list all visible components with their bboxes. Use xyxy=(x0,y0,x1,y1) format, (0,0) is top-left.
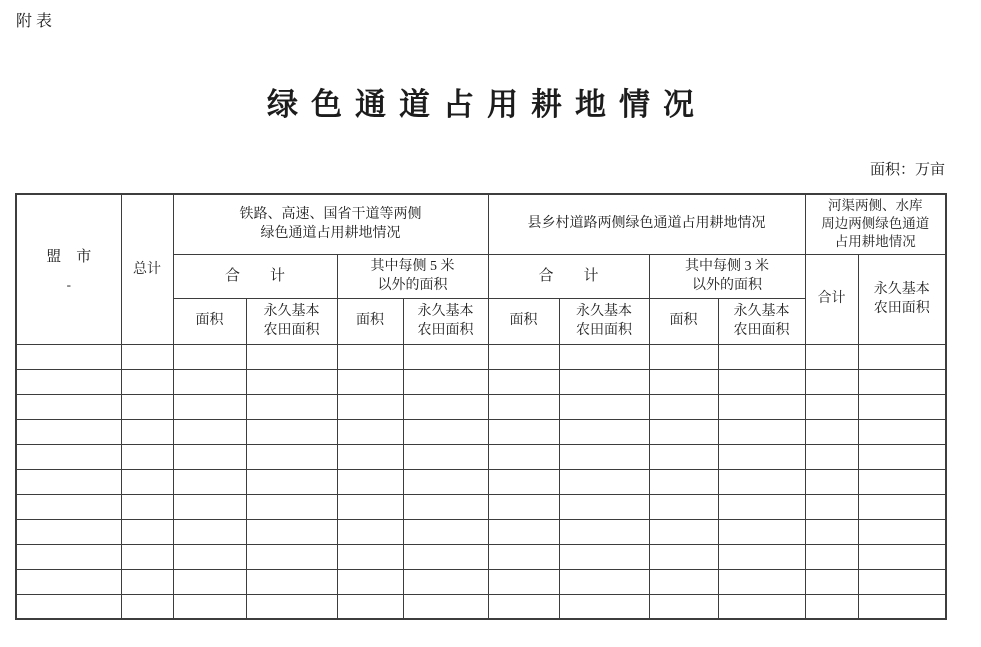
empty-data-cell xyxy=(718,394,805,419)
empty-data-cell xyxy=(246,369,337,394)
header-river-subtotal: 合计 xyxy=(805,254,858,344)
empty-data-cell xyxy=(121,494,173,519)
empty-data-cell xyxy=(488,544,559,569)
empty-data-cell xyxy=(337,519,403,544)
table-row xyxy=(16,444,946,469)
empty-data-cell xyxy=(858,394,946,419)
empty-data-cell xyxy=(337,544,403,569)
empty-data-cell xyxy=(805,544,858,569)
empty-data-cell xyxy=(858,594,946,619)
table-row xyxy=(16,569,946,594)
region-cell xyxy=(16,394,121,419)
table-row xyxy=(16,544,946,569)
empty-data-cell xyxy=(246,519,337,544)
empty-data-cell xyxy=(403,369,488,394)
empty-data-cell xyxy=(858,444,946,469)
header-county-subtotal-area: 面积 xyxy=(488,298,559,344)
empty-data-cell xyxy=(718,344,805,369)
empty-data-cell xyxy=(173,444,246,469)
empty-data-cell xyxy=(488,569,559,594)
empty-data-cell xyxy=(403,569,488,594)
empty-data-cell xyxy=(173,494,246,519)
empty-data-cell xyxy=(858,569,946,594)
empty-data-cell xyxy=(649,569,718,594)
empty-data-cell xyxy=(337,344,403,369)
header-group-county-title: 县乡村道路两侧绿色通道占用耕地情况 xyxy=(488,194,805,254)
header-rail-excess-permanent: 永久基本 农田面积 xyxy=(403,298,488,344)
empty-data-cell xyxy=(559,344,649,369)
region-header-mark: - xyxy=(66,277,71,293)
empty-data-cell xyxy=(858,544,946,569)
empty-data-cell xyxy=(718,444,805,469)
empty-data-cell xyxy=(403,469,488,494)
table-row xyxy=(16,594,946,619)
empty-data-cell xyxy=(121,544,173,569)
empty-data-cell xyxy=(805,494,858,519)
empty-data-cell xyxy=(559,444,649,469)
table-row xyxy=(16,369,946,394)
empty-data-cell xyxy=(718,369,805,394)
empty-data-cell xyxy=(805,519,858,544)
empty-data-cell xyxy=(649,394,718,419)
empty-data-cell xyxy=(121,394,173,419)
header-rail-subtotal-permanent: 永久基本 农田面积 xyxy=(246,298,337,344)
empty-data-cell xyxy=(718,594,805,619)
header-region xyxy=(16,194,121,344)
header-rail-excess: 其中每侧 5 米 以外的面积 xyxy=(337,254,488,298)
empty-data-cell xyxy=(649,469,718,494)
empty-data-cell xyxy=(246,594,337,619)
empty-data-cell xyxy=(403,544,488,569)
empty-data-cell xyxy=(488,594,559,619)
header-rail-subtotal: 合 计 xyxy=(173,254,337,298)
empty-data-cell xyxy=(718,494,805,519)
empty-data-cell xyxy=(718,469,805,494)
table-body xyxy=(16,344,946,619)
empty-data-cell xyxy=(246,344,337,369)
header-group-rail-title: 铁路、高速、国省干道等两侧 绿色通道占用耕地情况 xyxy=(173,194,488,254)
empty-data-cell xyxy=(858,419,946,444)
empty-data-cell xyxy=(805,369,858,394)
region-cell xyxy=(16,594,121,619)
empty-data-cell xyxy=(121,594,173,619)
empty-data-cell xyxy=(403,519,488,544)
empty-data-cell xyxy=(488,394,559,419)
empty-data-cell xyxy=(121,469,173,494)
empty-data-cell xyxy=(559,494,649,519)
empty-data-cell xyxy=(718,419,805,444)
empty-data-cell xyxy=(246,444,337,469)
empty-data-cell xyxy=(121,419,173,444)
page-title: 绿色通道占用耕地情况 xyxy=(267,87,707,122)
empty-data-cell xyxy=(488,494,559,519)
empty-data-cell xyxy=(121,569,173,594)
table-row xyxy=(16,419,946,444)
empty-data-cell xyxy=(246,494,337,519)
empty-data-cell xyxy=(649,369,718,394)
empty-data-cell xyxy=(173,344,246,369)
empty-data-cell xyxy=(173,469,246,494)
empty-data-cell xyxy=(649,444,718,469)
region-cell xyxy=(16,369,121,394)
empty-data-cell xyxy=(173,519,246,544)
empty-data-cell xyxy=(488,419,559,444)
header-county-excess-area: 面积 xyxy=(649,298,718,344)
empty-data-cell xyxy=(805,444,858,469)
empty-data-cell xyxy=(337,494,403,519)
region-cell xyxy=(16,494,121,519)
empty-data-cell xyxy=(337,394,403,419)
table-row xyxy=(16,519,946,544)
empty-data-cell xyxy=(805,344,858,369)
empty-data-cell xyxy=(246,544,337,569)
empty-data-cell xyxy=(649,519,718,544)
empty-data-cell xyxy=(488,469,559,494)
empty-data-cell xyxy=(559,369,649,394)
empty-data-cell xyxy=(858,369,946,394)
region-cell xyxy=(16,344,121,369)
header-county-excess-permanent: 永久基本 农田面积 xyxy=(718,298,805,344)
empty-data-cell xyxy=(649,419,718,444)
region-cell xyxy=(16,519,121,544)
empty-data-cell xyxy=(173,569,246,594)
region-cell xyxy=(16,569,121,594)
region-cell xyxy=(16,444,121,469)
empty-data-cell xyxy=(559,394,649,419)
empty-data-cell xyxy=(403,594,488,619)
empty-data-cell xyxy=(403,494,488,519)
empty-data-cell xyxy=(559,519,649,544)
empty-data-cell xyxy=(121,369,173,394)
empty-data-cell xyxy=(805,469,858,494)
empty-data-cell xyxy=(173,544,246,569)
header-rail-subtotal-area: 面积 xyxy=(173,298,246,344)
empty-data-cell xyxy=(246,569,337,594)
region-cell xyxy=(16,419,121,444)
empty-data-cell xyxy=(403,344,488,369)
empty-data-cell xyxy=(559,419,649,444)
empty-data-cell xyxy=(488,444,559,469)
header-county-excess: 其中每侧 3 米 以外的面积 xyxy=(649,254,805,298)
empty-data-cell xyxy=(858,344,946,369)
empty-data-cell xyxy=(559,594,649,619)
region-cell xyxy=(16,544,121,569)
empty-data-cell xyxy=(559,469,649,494)
empty-data-cell xyxy=(246,394,337,419)
empty-data-cell xyxy=(403,419,488,444)
empty-data-cell xyxy=(403,394,488,419)
empty-data-cell xyxy=(246,419,337,444)
empty-data-cell xyxy=(649,544,718,569)
header-rail-excess-area: 面积 xyxy=(337,298,403,344)
table-row xyxy=(16,494,946,519)
empty-data-cell xyxy=(121,444,173,469)
empty-data-cell xyxy=(173,594,246,619)
empty-data-cell xyxy=(121,519,173,544)
empty-data-cell xyxy=(718,569,805,594)
empty-data-cell xyxy=(649,344,718,369)
unit-note: 面积：万亩 xyxy=(869,162,945,178)
empty-data-cell xyxy=(559,544,649,569)
table-row xyxy=(16,469,946,494)
green-channel-table xyxy=(15,193,947,620)
region-cell xyxy=(16,469,121,494)
empty-data-cell xyxy=(488,344,559,369)
empty-data-cell xyxy=(805,394,858,419)
table-row xyxy=(16,344,946,369)
empty-data-cell xyxy=(718,544,805,569)
table-row xyxy=(16,394,946,419)
empty-data-cell xyxy=(337,569,403,594)
empty-data-cell xyxy=(337,419,403,444)
empty-data-cell xyxy=(805,419,858,444)
empty-data-cell xyxy=(337,444,403,469)
empty-data-cell xyxy=(718,519,805,544)
empty-data-cell xyxy=(858,519,946,544)
header-group-river-title: 河渠两侧、水库 周边两侧绿色通道 占用耕地情况 xyxy=(805,194,946,254)
empty-data-cell xyxy=(173,419,246,444)
header-river-permanent: 永久基本 农田面积 xyxy=(858,254,946,344)
empty-data-cell xyxy=(858,469,946,494)
corner-label: 附表 xyxy=(16,13,57,30)
empty-data-cell xyxy=(403,444,488,469)
empty-data-cell xyxy=(858,494,946,519)
empty-data-cell xyxy=(337,469,403,494)
header-county-subtotal-permanent: 永久基本 农田面积 xyxy=(559,298,649,344)
empty-data-cell xyxy=(649,494,718,519)
empty-data-cell xyxy=(488,519,559,544)
table-header xyxy=(16,194,946,344)
empty-data-cell xyxy=(649,594,718,619)
header-county-subtotal: 合 计 xyxy=(488,254,649,298)
region-header-label: 盟 市 xyxy=(46,249,92,266)
empty-data-cell xyxy=(805,594,858,619)
empty-data-cell xyxy=(559,569,649,594)
empty-data-cell xyxy=(246,469,337,494)
header-total: 总计 xyxy=(121,194,173,344)
empty-data-cell xyxy=(173,394,246,419)
empty-data-cell xyxy=(173,369,246,394)
empty-data-cell xyxy=(488,369,559,394)
empty-data-cell xyxy=(337,594,403,619)
empty-data-cell xyxy=(337,369,403,394)
empty-data-cell xyxy=(805,569,858,594)
empty-data-cell xyxy=(121,344,173,369)
